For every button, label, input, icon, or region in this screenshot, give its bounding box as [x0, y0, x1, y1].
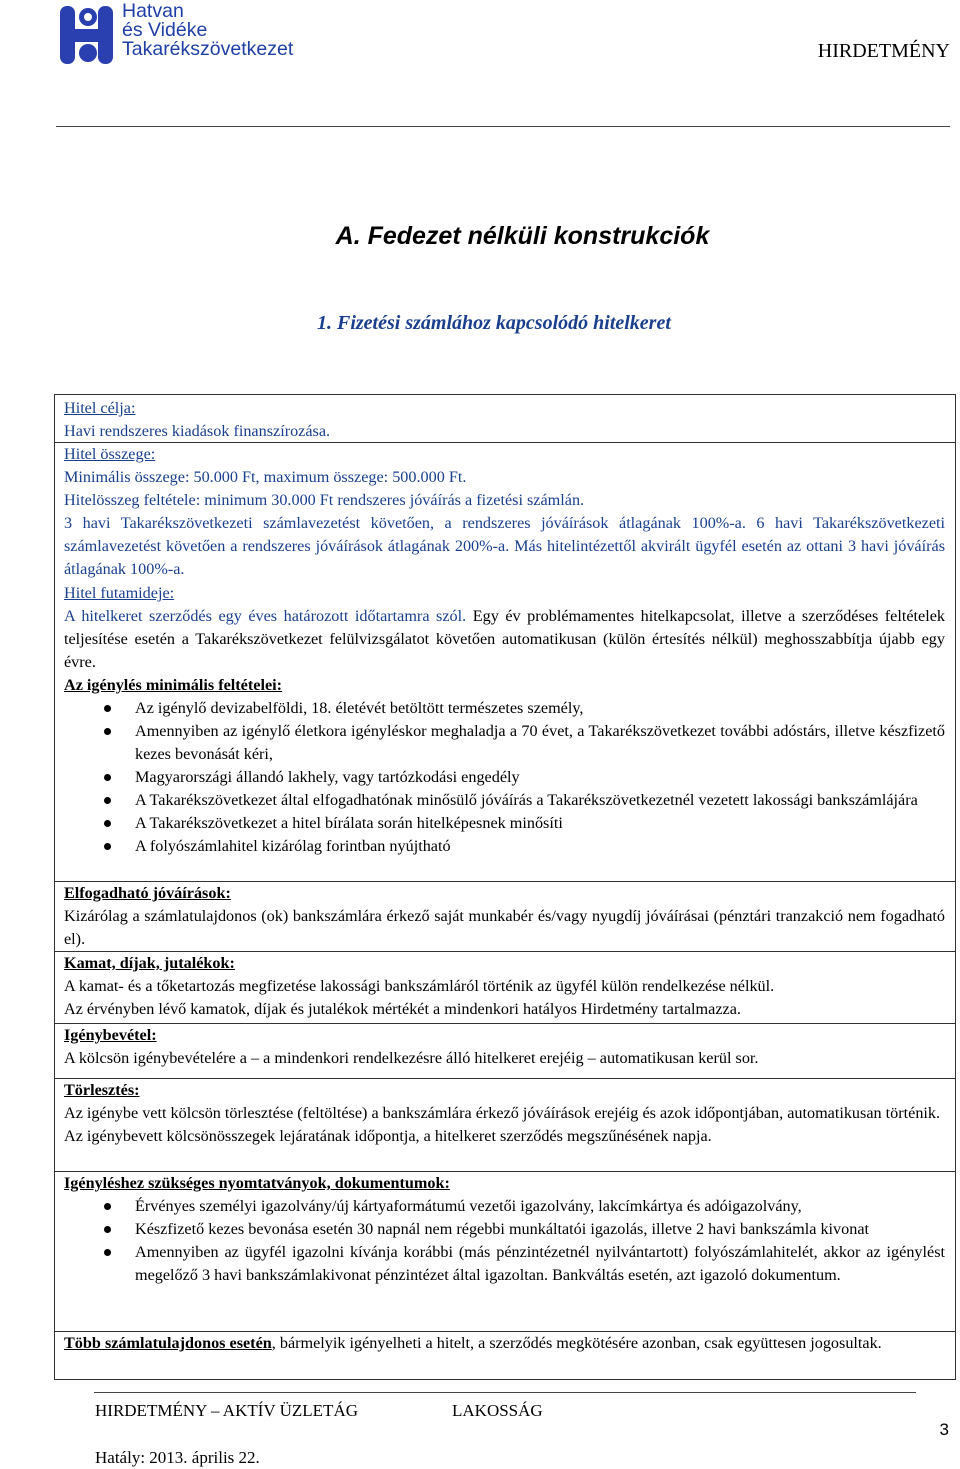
fees-heading: Kamat, díjak, jutalékok: [64, 954, 235, 972]
credits-block [64, 882, 945, 951]
term-heading: Hitel futamideje: [64, 584, 175, 602]
drawdown-heading: Igénybevétel: [64, 1026, 157, 1044]
amount-conditions: 3 havi Takarékszövetkezeti számlavezetést követően, a rendszeres jóváírások átlagának 100%-a. 6 havi Takarékszövetkezeti számlavezetést követően a rendszeres jóváírások átlagának 200%-a. Más hitelintézettől akvirált ügyfél esetén az ottani 3 havi jóváírás átlagának 100%-a. [64, 514, 945, 578]
drawdown-text: A kölcsön igénybevételére a – a mindenkori rendelkezésre álló hitelkeret erejéig – automatikusan kerül sor. [64, 1049, 759, 1067]
header-label: HIRDETMÉNY [817, 40, 950, 62]
min-conditions-heading-row [64, 674, 945, 697]
list-item: Magyarországi állandó lakhely, vagy tartózkodási engedély [64, 766, 945, 789]
logo-line-2: és Vidéke [122, 19, 208, 41]
purpose-heading: Hitel célja: [64, 399, 136, 417]
term-block [64, 582, 945, 605]
page-number: 3 [939, 1420, 949, 1439]
purpose-text: Havi rendszeres kiadások finanszírozása. [64, 422, 331, 440]
list-item: Amennyiben az ügyfél igazolni kívánja korábbi (más pénzintézetnél nyilvántartott) folyószámlahitelét, akkor az igénylést megelőző 3 havi bankszámlakivonat pénzintézet által igazoltan. Bankváltás esetén, azt igazoló dokumentum. [64, 1241, 945, 1287]
repayment-heading: Törlesztés: [64, 1081, 140, 1099]
purpose-block [64, 397, 945, 443]
credits-text: Kizárólag a számlatulajdonos (ok) bankszámlára érkező saját munkabér és/vagy nyugdíj jóváírásai (pénztári tranzakció nem fogadható el). [64, 907, 945, 948]
amount-block [64, 443, 945, 512]
multi-owner-paragraph [64, 1332, 945, 1355]
repayment-text-2: Az igénybevett kölcsönösszegek lejáratának időpontja, a hitelkeret szerződés megszűnésének napja. [64, 1127, 712, 1145]
repayment-text-1: Az igénybe vett kölcsön törlesztése (feltöltése) a bankszámlára érkező jóváírások erejéig és azok időpontjában, automatikusan történik. [64, 1104, 941, 1122]
logo-mark-icon [58, 4, 118, 66]
multi-owner-heading: Több számlatulajdonos esetén [64, 1334, 272, 1352]
repayment-block [64, 1079, 945, 1148]
amount-heading: Hitel összege: [64, 445, 156, 463]
list-item: A Takarékszövetkezet által elfogadhatónak minősülő jóváírás a Takarékszövetkezetnél vezetett lakossági bankszámlájára [64, 789, 945, 812]
documents-heading: Igényléshez szükséges nyomtatványok, dokumentumok: [64, 1174, 450, 1192]
logo-line-3: Takarékszövetkezet [122, 38, 294, 60]
list-item: Amennyiben az igénylő életkora igényléskor meghaladja a 70 évet, a Takarékszövetkezet további adóstárs, illetve készfizető kezes bevonását kéri, [64, 720, 945, 766]
min-conditions-list [64, 697, 945, 858]
effective-date: Hatály: 2013. április 22. [95, 1448, 260, 1467]
fees-line-2: Az érvényben lévő kamatok, díjak és jutalékok mértékét a mindenkori hatályos Hirdetmény tartalmazza. [64, 1000, 741, 1018]
fees-block [64, 952, 945, 1021]
term-duration: A hitelkeret szerződés egy éves határozott időtartamra szól. [64, 607, 467, 625]
documents-heading-row [64, 1172, 945, 1195]
page-title: A. Fedezet nélküli konstrukciók [335, 222, 710, 250]
product-details-box [54, 394, 956, 1380]
footer-label: HIRDETMÉNY – AKTÍV ÜZLETÁG [95, 1401, 358, 1420]
list-item: A Takarékszövetkezet a hitel bírálata során hitelképesnek minősíti [64, 812, 945, 835]
term-renewal: Egy év problémamentes hitelkapcsolat, illetve a szerződéses feltételek teljesítése esetén a Takarékszövetkezet felülvizsgálatot követően automatikusan (külön értesítés nélkül) meghosszabbítja újabb egy évre. [64, 607, 946, 671]
list-item: Az igénylő devizabelföldi, 18. életévét betöltött természetes személy, [64, 697, 945, 720]
logo-line-1: Hatvan [122, 0, 184, 22]
min-conditions-heading: Az igénylés minimális feltételei: [64, 676, 283, 694]
footer-divider [94, 1392, 916, 1393]
drawdown-block [64, 1024, 945, 1070]
credits-heading: Elfogadható jóváírások: [64, 884, 231, 902]
multi-owner-text: , bármelyik igényelheti a hitelt, a szerződés megkötésére azonban, csak együttesen jogosultak. [271, 1334, 882, 1352]
list-item: Érvényes személyi igazolvány/új kártyaformátumú vezetői igazolvány, lakcímkártya és adóigazolvány, [64, 1195, 945, 1218]
section-subtitle: 1. Fizetési számlához kapcsolódó hitelkeret [317, 312, 671, 334]
logo-text [122, 2, 293, 59]
company-logo [58, 2, 320, 68]
header-divider [56, 126, 950, 127]
amount-line-1: Minimális összege: 50.000 Ft, maximum összege: 500.000 Ft. [64, 468, 467, 486]
footer-segment: LAKOSSÁG [452, 1401, 543, 1420]
list-item: Készfizető kezes bevonása esetén 30 napnál nem régebbi munkáltatói igazolás, illetve 2 havi bankszámla kivonat [64, 1218, 945, 1241]
term-paragraph [64, 605, 945, 674]
documents-list [64, 1195, 945, 1287]
list-item: A folyószámlahitel kizárólag forintban nyújtható [64, 835, 945, 858]
fees-line-1: A kamat- és a tőketartozás megfizetése lakossági bankszámláról történik az ügyfél külön rendelkezése nélkül. [64, 977, 775, 995]
amount-line-2: Hitelösszeg feltétele: minimum 30.000 Ft rendszeres jóváírás a fizetési számlán. [64, 491, 585, 509]
